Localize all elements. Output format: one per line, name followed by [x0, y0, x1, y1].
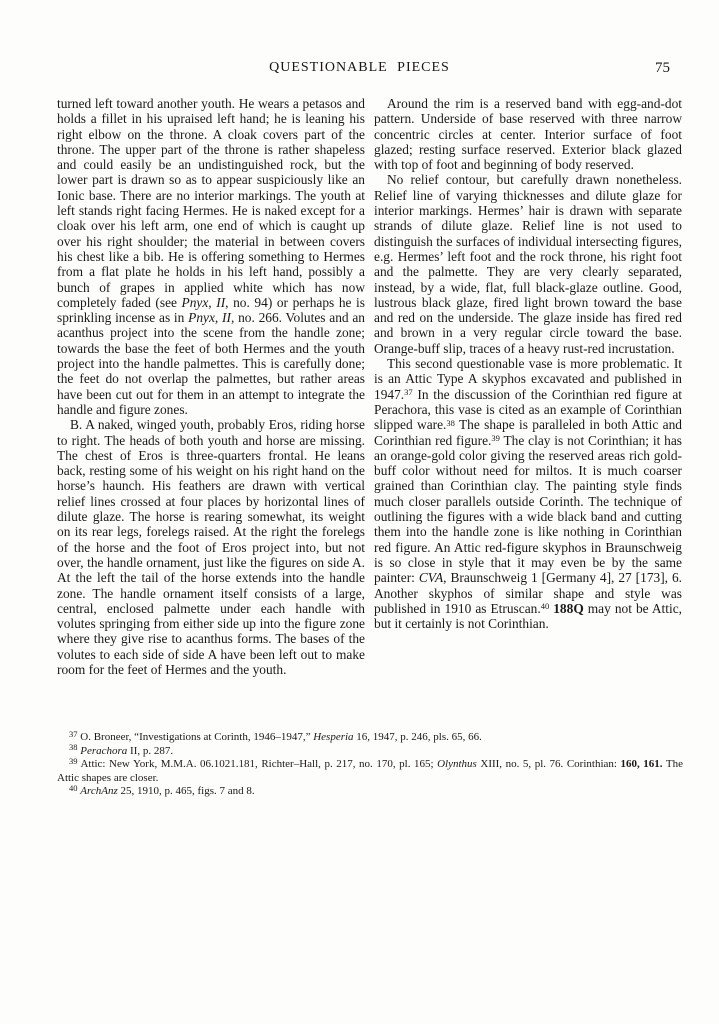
text-run: turned left toward another youth. He wears a petasos and holds a fillet in his upraised left hand; he is leaning his right elbow on the throne. A cloak covers part of the throne. The upper part of the throne is rather shapeless and could easily be an undistinguished rock, but the lower part is drawn so as to appear suspiciously like an Ionic base. There are no interior markings. The youth at left stands right facing Hermes. He is naked except for a cloak over his left arm, one end of which is caught up over his right shoulder; the material in between covers his chest like a bib. He is offering something to Hermes from a flat plate he holds in his left hand, possibly a bunch of grapes in applied white which has now completely faded (see [57, 96, 365, 310]
right-column [374, 96, 682, 677]
text-run: This second questionable vase is more problematic. It is an Attic Type A skyphos excavated and published in 1947. [374, 356, 682, 402]
text-run: CVA [418, 570, 444, 586]
footnote-reference: 39 [69, 755, 78, 766]
text-run: The Attic shapes are closer. [57, 758, 683, 784]
footnote-reference: 38 [446, 417, 455, 428]
text-run: Hesperia [313, 731, 354, 743]
text-run: Pnyx, II [181, 294, 226, 310]
text-run: Perachora [80, 744, 128, 757]
text-run: 188Q [553, 600, 584, 616]
text-run: Around the rim is a reserved band with egg-and-dot pattern. Underside of base reserved with three narrow concentric circles at center. Interior surface of foot glazed; resting surface reserved. Exterior black glazed with top of foot and beginning of body reserved. [374, 96, 682, 173]
footnote-reference: 38 [69, 742, 78, 753]
body-paragraph [57, 96, 365, 417]
text-run: 25, 1910, p. 465, figs. 7 and 8. [117, 785, 255, 798]
footnote-reference: 40 [540, 601, 550, 612]
left-column [57, 96, 365, 677]
text-run: may not be Attic, but it certainly is not Corinthian. [374, 600, 683, 632]
footnotes-block [57, 728, 683, 799]
text-run: Attic: New York, M.M.A. 06.1021.181, Richter–Hall, p. 217, no. 170, pl. 165; [77, 758, 438, 771]
footnote-reference: 37 [69, 728, 78, 739]
text-run: II, p. 287. [127, 744, 174, 757]
text-run: XIII, no. 5, pl. 76. Corinthian: [476, 758, 621, 771]
text-run: Pnyx, II [188, 310, 231, 326]
body-paragraph [57, 417, 365, 677]
footnote-reference: 37 [404, 387, 413, 398]
body-paragraph [374, 172, 682, 356]
running-head [0, 60, 719, 80]
footnote [57, 742, 683, 759]
text-run: No relief contour, but carefully drawn nonetheless. Relief line of varying thicknesses and dilute glaze for interior markings. Hermes’ hair is drawn with separate strands of dilute glaze. Relief line is not used to distinguish the surfaces of individual intersecting figures, e.g. Hermes’ left foot and the rock throne, his right foot and the palmette. They are very clearly separated, instead, by a wide, flat, full black-glaze outline. Good, lustrous black glaze, fired light brown toward the base and red on the underside. The glaze inside has fired red and brown in a very regular circle toward the base. Orange-buff slip, traces of a heavy rust-red incrustation. [374, 172, 682, 356]
body-paragraph [374, 356, 682, 631]
text-run: ArchAnz [80, 785, 118, 798]
footnote [57, 782, 683, 799]
footnote [57, 755, 683, 785]
text-run: 160, 161. [620, 758, 663, 771]
footnote [57, 728, 683, 745]
text-run: The shape is paralleled in both Attic and Corinthian red figure. [374, 417, 682, 448]
text-run: O. Broneer, “Investigations at Corinth, 1946–1947,” [77, 731, 314, 743]
text-columns [57, 96, 682, 677]
page-number: 75 [655, 60, 670, 76]
text-run: , no. 94) or perhaps he is sprinkling incense as in [57, 294, 365, 326]
footnote-reference: 40 [69, 782, 78, 793]
text-run: Olynthus [437, 758, 477, 771]
page-title: QUESTIONABLE PIECES [269, 60, 450, 75]
text-run: The clay is not Corinthian; it has an orange-gold color giving the reserved areas rich gold-buff color without need for miltos. It is much coarser grained than Corinthian clay. The painting style finds much closer parallels outside Corinth. The technique of outlining the figures with a wide black band and cutting them into the handle zone is like nothing in Corinthian red figure. An Attic red-figure skyphos in Braunschweig is so close in style that it may even be by the same painter: [374, 432, 682, 586]
text-run: 16, 1947, p. 246, pls. 65, 66. [353, 731, 482, 743]
text-run: B. A naked, winged youth, probably Eros, riding horse to right. The heads of both youth and horse are missing. The chest of Eros is three-quarters frontal. He leans back, resting some of his weight on his right hand on the horse’s haunch. His feathers are drawn with vertical relief lines crossed at four places by horizontal lines of dilute glaze. The horse is rearing somewhat, its weight on its rear legs, forelegs raised. At the right the forelegs of the horse and the foot of Eros project into, but not over, the handle ornament, just like the figures on side A. At the left the tail of the horse extends into the handle zone. The handle ornament itself consists of a large, central, enclosed palmette under each handle with volutes springing from either side up into the figure zone where they give rise to acanthus forms. The bases of the volutes to each side of side A have been left out to make room for the feet of Hermes and the youth. [57, 417, 365, 677]
text-run: In the discussion of the Corinthian red figure at Perachora, this vase is cited as an example of Corinthian slipped ware. [374, 386, 682, 433]
text-run: , Braunschweig 1 [Germany 4], 27 [173], 6. Another skyphos of similar shape and style was published in 1910 as Etruscan. [374, 570, 683, 616]
text-run: , no. 266. Volutes and an acanthus project into the scene from the handle zone; towards the base the feet of both Hermes and the youth project into the handle palmettes. This is carefully done; the feet do not overlap the palmettes, but rather areas have been cut out for them in an attempt to integrate the handle and figure zones. [57, 310, 366, 417]
footnote-reference: 39 [491, 433, 500, 444]
body-paragraph [374, 96, 682, 172]
